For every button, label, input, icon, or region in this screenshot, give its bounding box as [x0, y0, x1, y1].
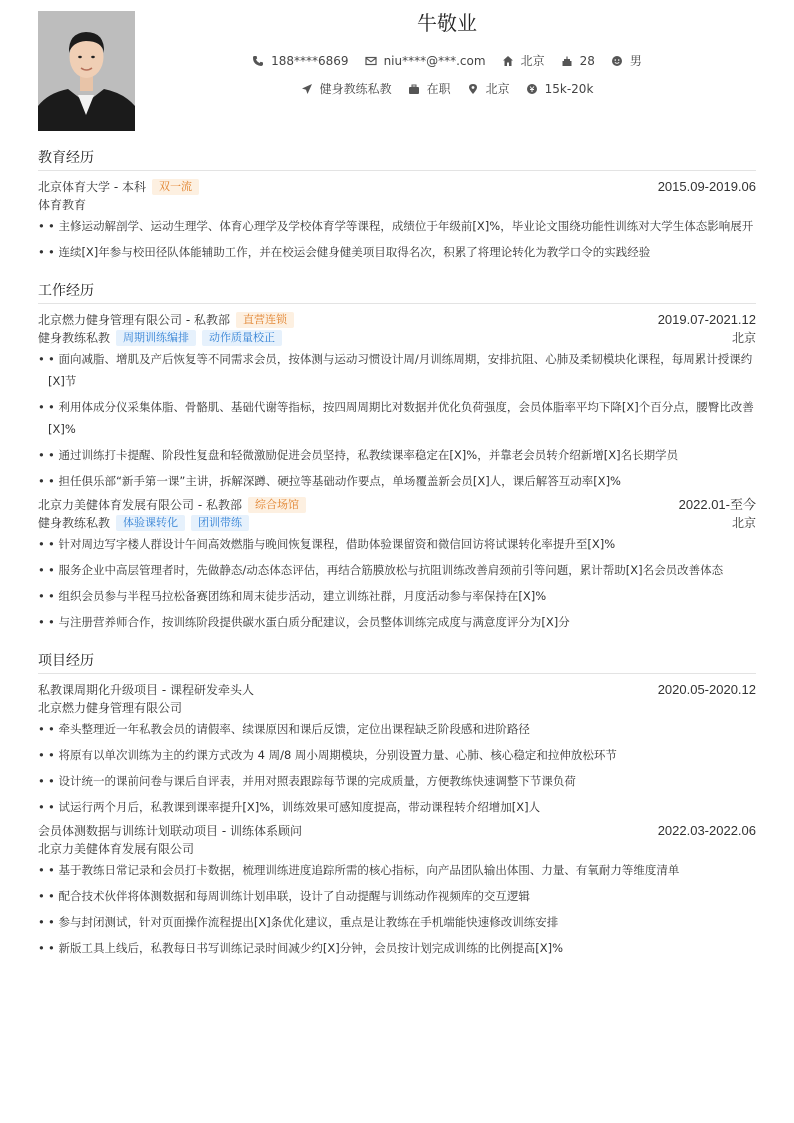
- list-item: • • 针对周边写字楼人群设计午间高效燃脂与晚间恢复课程，借助体验课留资和微信回访将试课转化率提升至[X]%: [38, 533, 756, 555]
- project-name: 私教课周期化升级项目 - 课程研发牵头人: [38, 683, 254, 697]
- contact-info-line: [138, 52, 756, 69]
- company-tag: 综合场馆: [248, 497, 306, 513]
- list-item: • • 面向减脂、增肌及产后恢复等不同需求会员，按体测与运动习惯设计周/月训练周期，安排抗阻、心肺及柔韧模块化课程，每周累计授课约[X]节: [38, 348, 756, 392]
- list-item: • • 参与封闭测试，针对页面操作流程提出[X]条优化建议，重点是让教练在手机端能快速修改训练安排: [38, 911, 756, 933]
- section-title: 工作经历: [38, 281, 756, 304]
- education-dates: 2015.09-2019.06: [657, 179, 756, 194]
- school-tag: 双一流: [152, 179, 199, 195]
- list-item: • • 牵头整理近一年私教会员的请假率、续课原因和课后反馈，定位出课程缺乏阶段感和进阶路径: [38, 718, 756, 740]
- age-text: 28: [579, 53, 595, 68]
- list-item: • • 主修运动解剖学、运动生理学、体育心理学及学校体育学等课程，成绩位于年级前[X]%，毕业论文围绕功能性训练对大学生体态影响展开: [38, 215, 756, 237]
- list-item: • • 将原有以单次训练为主的约课方式改为 4 周/8 周小周期模块，分别设置力量、心肺、核心稳定和拉伸放松环节: [38, 744, 756, 766]
- project-org: 北京力美健体育发展有限公司: [38, 842, 195, 856]
- list-item: • • 连续[X]年参与校田径队体能辅助工作，并在校运会健身健美项目取得名次，积累了将理论转化为教学口令的实践经验: [38, 241, 756, 263]
- section-title: 项目经历: [38, 651, 756, 674]
- major: 体育教育: [38, 198, 87, 212]
- cake-icon: [561, 55, 573, 67]
- job-target-item: [301, 80, 392, 97]
- status-item: [408, 80, 451, 97]
- hometown-text: 北京: [520, 54, 545, 68]
- list-item: • • 与注册营养师合作，按训练阶段提供碳水蛋白质分配建议，会员整体训练完成度与满意度评分为[X]分: [38, 611, 756, 633]
- phone-text: 188****6869: [271, 53, 349, 68]
- phone-item: [252, 54, 348, 68]
- education-entry: [38, 178, 756, 263]
- work-section: [38, 281, 756, 633]
- education-bullets: [38, 215, 756, 263]
- money-icon: [526, 83, 538, 95]
- list-item: • • 服务企业中高层管理者时，先做静态/动态体态评估，再结合筋膜放松与抗阻训练改善肩颈前引等问题，累计帮助[X]名会员改善体态: [38, 559, 756, 581]
- list-item: • • 担任俱乐部“新手第一课”主讲，拆解深蹲、硬拉等基础动作要点，单场覆盖新会员[X]人，课后解答互动率[X]%: [38, 470, 756, 492]
- candidate-name: 牛敬业: [417, 11, 477, 35]
- list-item: • • 设计统一的课前问卷与课后自评表，并用对照表跟踪每节课的完成质量，方便教练快速调整下节课负荷: [38, 770, 756, 792]
- company-tag: 直营连锁: [236, 312, 294, 328]
- skill-tag: 动作质量校正: [202, 330, 282, 346]
- project-name: 会员体测数据与训练计划联动项目 - 训练体系顾问: [38, 824, 302, 838]
- list-item: • • 配合技术伙伴将体测数据和每周训练计划串联，设计了自动提醒与训练动作视频库的交互逻辑: [38, 885, 756, 907]
- list-item: • • 利用体成分仪采集体脂、骨骼肌、基础代谢等指标，按四周周期比对数据并优化负荷强度，会员体脂率平均下降[X]个百分点，腰臀比改善[X]%: [38, 396, 756, 440]
- mail-icon: [365, 55, 377, 67]
- projects-section: [38, 651, 756, 959]
- work-entry: [38, 311, 756, 492]
- work-location: 北京: [731, 516, 756, 530]
- profile-photo: [38, 11, 135, 131]
- smile-icon: [611, 55, 623, 67]
- project-bullets: [38, 859, 756, 959]
- job-target-text: 健身教练私教: [319, 82, 392, 96]
- project-entry: [38, 822, 756, 959]
- briefcase-icon: [408, 83, 420, 95]
- work-entry: [38, 496, 756, 633]
- section-title: 教育经历: [38, 148, 756, 171]
- resume-header: [38, 10, 756, 132]
- role-name: 健身教练私教: [38, 331, 111, 345]
- project-dates: 2020.05-2020.12: [657, 682, 756, 697]
- education-section: [38, 148, 756, 263]
- job-info-line: [138, 80, 756, 97]
- gender-item: [611, 52, 642, 69]
- city-text: 北京: [485, 82, 510, 96]
- location-pin-icon: [467, 83, 479, 95]
- skill-tag: 周期训练编排: [116, 330, 196, 346]
- company-name: 北京力美健体育发展有限公司 - 私教部: [38, 498, 242, 512]
- list-item: • • 新版工具上线后，私教每日书写训练记录时间减少约[X]分钟，会员按计划完成训练的比例提高[X]%: [38, 937, 756, 959]
- send-icon: [301, 83, 313, 95]
- project-dates: 2022.03-2022.06: [657, 823, 756, 838]
- salary-text: 15k-20k: [544, 81, 594, 96]
- work-bullets: [38, 348, 756, 492]
- school-name: 北京体育大学 - 本科: [38, 180, 146, 194]
- phone-icon: [252, 55, 264, 67]
- city-item: [467, 80, 510, 97]
- list-item: • • 基于教练日常记录和会员打卡数据，梳理训练进度追踪所需的核心指标，向产品团队输出体围、力量、有氧耐力等维度清单: [38, 859, 756, 881]
- skill-tag: 团训带练: [191, 515, 249, 531]
- portrait-illustration: [38, 11, 135, 131]
- email-item: [365, 54, 486, 68]
- home-icon: [502, 55, 514, 67]
- work-dates: 2022.01-至今: [678, 497, 756, 512]
- list-item: • • 组织会员参与半程马拉松备赛团练和周末徒步活动，建立训练社群，月度活动参与率保持在[X]%: [38, 585, 756, 607]
- salary-item: [526, 82, 594, 96]
- work-dates: 2019.07-2021.12: [657, 312, 756, 327]
- work-location: 北京: [731, 331, 756, 345]
- company-name: 北京燃力健身管理有限公司 - 私教部: [38, 313, 230, 327]
- resume-page: [38, 10, 756, 963]
- skill-tag: 体验课转化: [116, 515, 185, 531]
- status-text: 在职: [426, 82, 451, 96]
- role-name: 健身教练私教: [38, 516, 111, 530]
- project-org: 北京燃力健身管理有限公司: [38, 701, 183, 715]
- gender-text: 男: [629, 54, 642, 68]
- age-item: [561, 54, 595, 68]
- list-item: • • 通过训练打卡提醒、阶段性复盘和轻微激励促进会员坚持，私教续课率稳定在[X]%，并靠老会员转介绍新增[X]名长期学员: [38, 444, 756, 466]
- work-bullets: [38, 533, 756, 633]
- hometown-item: [502, 52, 545, 69]
- project-bullets: [38, 718, 756, 818]
- email-text: niu****@***.com: [383, 53, 486, 68]
- list-item: • • 试运行两个月后，私教课到课率提升[X]%，训练效果可感知度提高，带动课程转介绍增加[X]人: [38, 796, 756, 818]
- project-entry: [38, 681, 756, 818]
